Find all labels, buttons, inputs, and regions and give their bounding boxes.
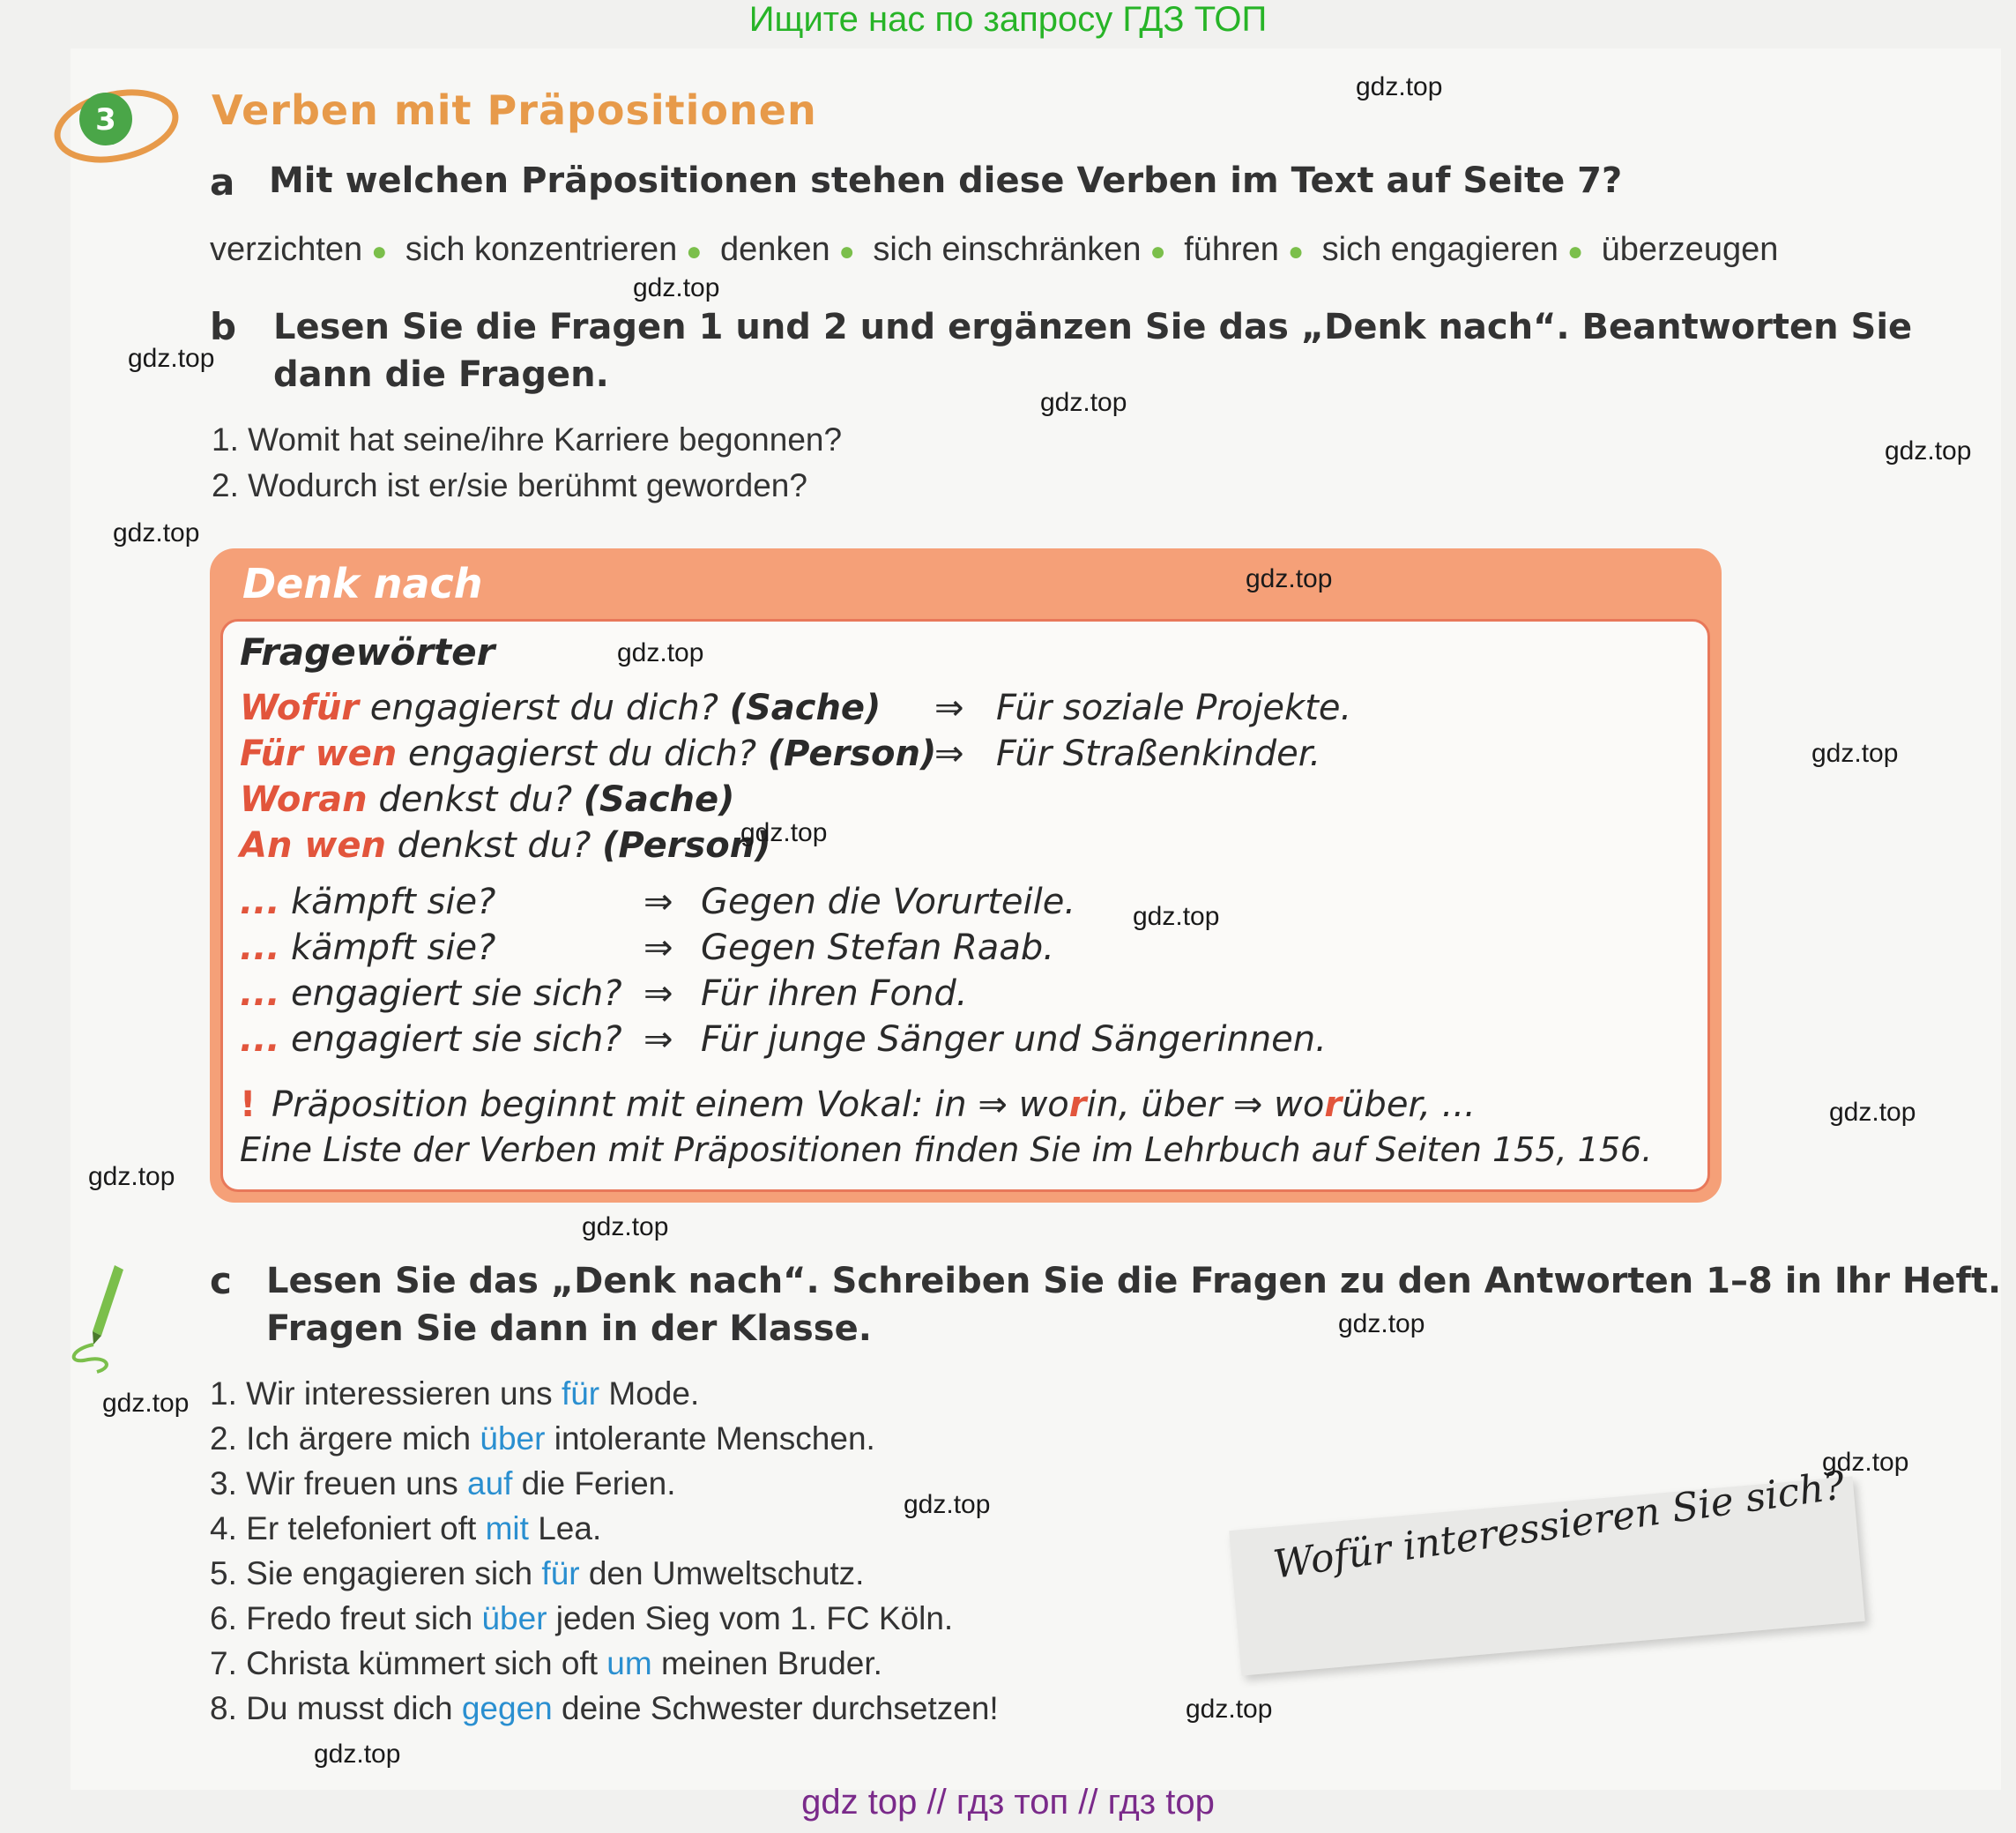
watermark: gdz.top bbox=[617, 638, 704, 667]
blank-question: kämpft sie? bbox=[291, 882, 496, 922]
arrow-icon: ⇒ bbox=[643, 928, 673, 968]
watermark: gdz.top bbox=[1246, 564, 1333, 593]
arrow-icon: ⇒ bbox=[643, 973, 673, 1014]
denk-row: Wofür engagierst du dich? (Sache) bbox=[240, 688, 882, 728]
watermark: gdz.top bbox=[128, 344, 215, 373]
speech-card-text: Wofür interessieren Sie sich? bbox=[1270, 1463, 1848, 1588]
watermark: gdz.top bbox=[1829, 1098, 1916, 1127]
watermark: gdz.top bbox=[740, 818, 828, 847]
top-banner: Ищите нас по запросу ГДЗ ТОП bbox=[748, 0, 1268, 39]
denk-row: Woran denkst du? (Sache) bbox=[240, 779, 735, 820]
denk-answer: Für Straßenkinder. bbox=[996, 734, 1321, 774]
denk-heading: Fragewörter bbox=[240, 630, 495, 674]
question-2: 2. Wodurch ist er/sie berühmt geworden? bbox=[212, 467, 807, 503]
watermark: gdz.top bbox=[314, 1740, 401, 1769]
verb: führen bbox=[1184, 231, 1279, 268]
verb: verzichten bbox=[210, 231, 363, 268]
watermark: gdz.top bbox=[1186, 1695, 1273, 1724]
blank-question: kämpft sie? bbox=[291, 928, 496, 968]
watermark: gdz.top bbox=[1338, 1309, 1425, 1338]
watermark: gdz.top bbox=[1133, 902, 1220, 931]
verb: sich einschränken bbox=[873, 231, 1142, 268]
exercise-number: 3 bbox=[95, 102, 116, 138]
verb: denken bbox=[719, 231, 830, 268]
sentence: 7. Christa kümmert sich oft um meinen Bruder. bbox=[210, 1645, 882, 1681]
watermark: gdz.top bbox=[102, 1389, 190, 1418]
exercise-title: Verben mit Präpositionen bbox=[212, 86, 817, 134]
watermark: gdz.top bbox=[1811, 739, 1899, 768]
denk-row: Für wen engagierst du dich? (Person) bbox=[240, 734, 937, 774]
verb: sich konzentrieren bbox=[405, 231, 678, 268]
blank-dots: ... bbox=[240, 973, 280, 1014]
blank-dots: ... bbox=[240, 928, 280, 968]
denk-answer: Für soziale Projekte. bbox=[996, 688, 1352, 728]
arrow-icon: ⇒ bbox=[934, 688, 964, 728]
task-a-letter: a bbox=[210, 160, 235, 204]
sentence: 8. Du musst dich gegen deine Schwester durchsetzen! bbox=[210, 1690, 999, 1726]
blank-answer: Für ihren Fond. bbox=[701, 973, 968, 1014]
list-reference: Eine Liste der Verben mit Präpositionen finden Sie im Lehrbuch auf Seiten 155, 156. bbox=[240, 1130, 1653, 1169]
watermark: gdz.top bbox=[582, 1212, 669, 1241]
task-c-line1: Lesen Sie das „Denk nach“. Schreiben Sie die Fragen zu den Antworten 1–8 in Ihr Heft. bbox=[266, 1261, 2002, 1301]
task-b-line2: dann die Fragen. bbox=[273, 354, 609, 395]
watermark: gdz.top bbox=[633, 273, 720, 302]
denk-nach-title: Denk nach bbox=[242, 560, 483, 607]
arrow-icon: ⇒ bbox=[934, 734, 964, 774]
sentence: 3. Wir freuen uns auf die Ferien. bbox=[210, 1465, 676, 1501]
blank-question: engagiert sie sich? bbox=[291, 973, 622, 1014]
exercise-number-badge bbox=[53, 84, 181, 163]
blank-answer: Gegen die Vorurteile. bbox=[701, 882, 1076, 922]
task-b-letter: b bbox=[210, 305, 237, 348]
denk-row: An wen denkst du? (Person) bbox=[240, 825, 771, 866]
watermark: gdz.top bbox=[1356, 72, 1443, 101]
blank-question: engagiert sie sich? bbox=[291, 1019, 622, 1060]
watermark: gdz.top bbox=[88, 1162, 175, 1191]
bottom-banner: gdz top // гдз топ // гдз top bbox=[801, 1783, 1215, 1822]
sentence: 2. Ich ärgere mich über intolerante Menschen. bbox=[210, 1420, 875, 1457]
verb: sich engagieren bbox=[1321, 231, 1558, 268]
watermark: gdz.top bbox=[1885, 436, 1972, 466]
watermark: gdz.top bbox=[1040, 388, 1127, 417]
pencil-icon bbox=[62, 1261, 132, 1375]
blank-answer: Gegen Stefan Raab. bbox=[701, 928, 1054, 968]
task-c-line2: Fragen Sie dann in der Klasse. bbox=[266, 1308, 872, 1349]
sentence: 4. Er telefoniert oft mit Lea. bbox=[210, 1510, 602, 1546]
exclamation-icon: ! bbox=[240, 1084, 257, 1125]
verb: überzeugen bbox=[1601, 231, 1779, 268]
task-a-text: Mit welchen Präpositionen stehen diese Verben im Text auf Seite 7? bbox=[269, 160, 1623, 201]
watermark: gdz.top bbox=[113, 518, 200, 548]
sentence: 5. Sie engagieren sich für den Umweltschutz. bbox=[210, 1555, 865, 1591]
sentence: 1. Wir interessieren uns für Mode. bbox=[210, 1375, 700, 1412]
verb-list: verzichten ● sich konzentrieren ● denken ● sich einschränken ● führen ● sich engagieren ● überzeugen bbox=[210, 231, 1779, 268]
vowel-note: Präposition beginnt mit einem Vokal: in ⇒ worin, über ⇒ worüber, ... bbox=[272, 1084, 1476, 1125]
arrow-icon: ⇒ bbox=[643, 1019, 673, 1060]
arrow-icon: ⇒ bbox=[643, 882, 673, 922]
watermark: gdz.top bbox=[904, 1490, 991, 1519]
blank-dots: ... bbox=[240, 882, 280, 922]
blank-dots: ... bbox=[240, 1019, 280, 1060]
watermark: gdz.top bbox=[1822, 1448, 1909, 1477]
task-c-letter: c bbox=[210, 1259, 232, 1302]
question-1: 1. Womit hat seine/ihre Karriere begonnen? bbox=[212, 421, 843, 458]
blank-answer: Für junge Sänger und Sängerinnen. bbox=[701, 1019, 1327, 1060]
sentence: 6. Fredo freut sich über jeden Sieg vom 1. FC Köln. bbox=[210, 1600, 954, 1636]
task-b-line1: Lesen Sie die Fragen 1 und 2 und ergänzen Sie das „Denk nach“. Beantworten Sie bbox=[273, 307, 1913, 347]
